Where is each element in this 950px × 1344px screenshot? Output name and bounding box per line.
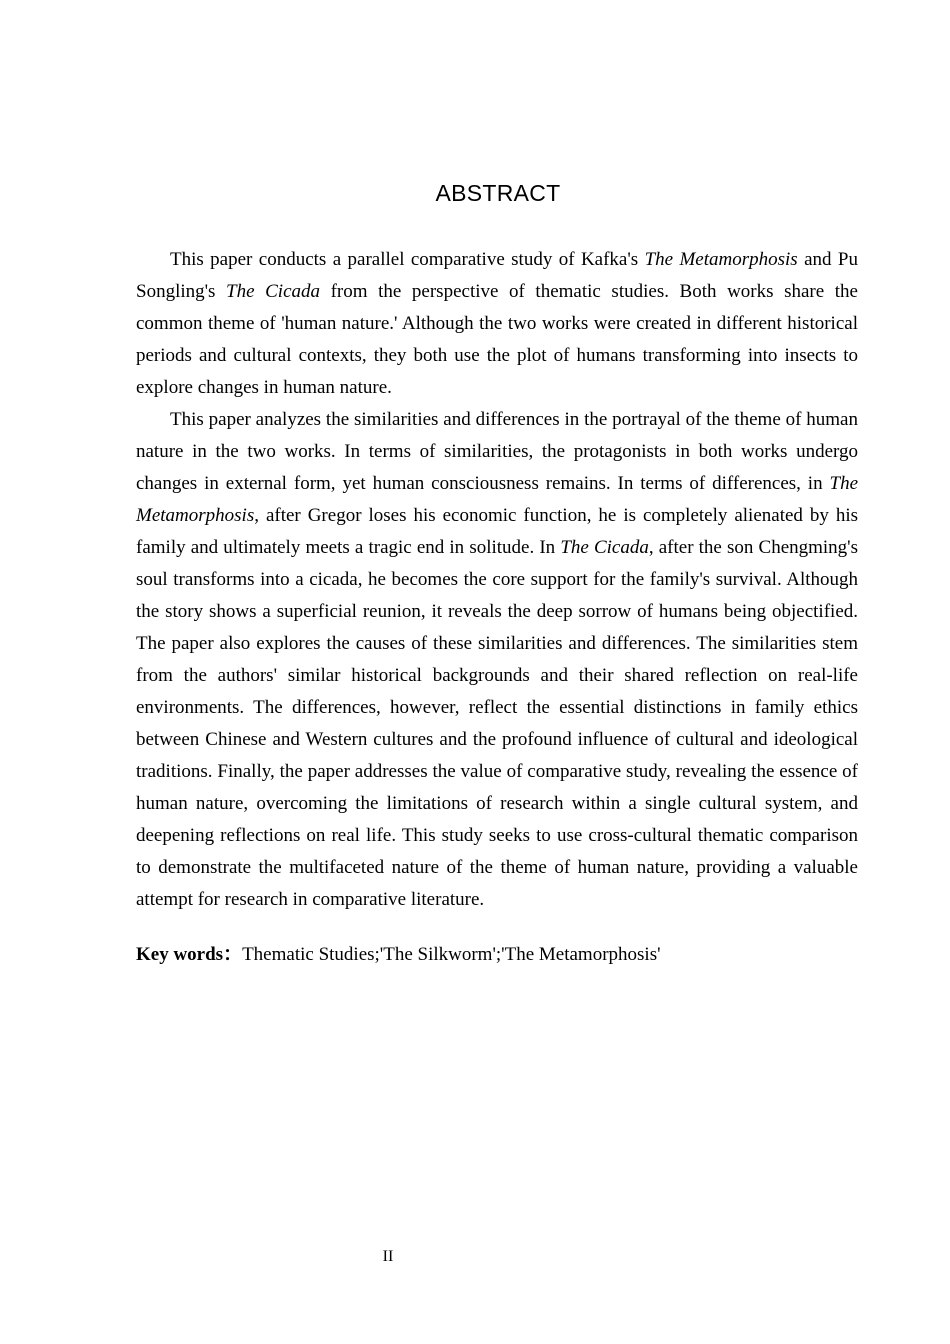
keywords-label: Key words：: [136, 944, 243, 965]
work-title: The Cicada: [560, 537, 649, 558]
paragraph-text: from the perspective of thematic studies. Both works share the common theme of 'human nature.' Although the two works were created in different historical periods and cultural contexts, they both use the plot of humans transforming into insects to explore changes in human nature.: [136, 281, 858, 398]
work-title: The Cicada: [226, 281, 321, 302]
work-title: The Metamorphosis: [644, 249, 798, 270]
paragraph-text: and Pu Songling's: [136, 249, 858, 302]
abstract-body: [136, 244, 858, 916]
keywords-text: Thematic Studies;'The Silkworm';'The Metamorphosis': [242, 944, 661, 965]
abstract-paragraph-1: [136, 244, 858, 404]
abstract-paragraph-2: [136, 404, 858, 916]
paragraph-text: , after Gregor loses his economic function, he is completely alienated by his family and ultimately meets a tragic end in solitude. In: [136, 505, 858, 558]
keywords-line: [136, 940, 858, 970]
work-title: The Metamorphosis: [136, 473, 858, 526]
paragraph-text: This paper conducts a parallel comparative study of Kafka's: [170, 249, 645, 270]
abstract-heading: ABSTRACT: [435, 180, 561, 206]
paragraph-text: , after the son Chengming's soul transforms into a cicada, he becomes the core support for the family's survival. Although the story shows a superficial reunion, it reveals the deep sorrow of humans being objectified. The paper also explores the causes of these similarities and differences. The similarities stem from the authors' similar historical backgrounds and their shared reflection on real-life environments. The differences, however, reflect the essential distinctions in family ethics between Chinese and Western cultures and the profound influence of cultural and ideological traditions. Finally, the paper addresses the value of comparative study, revealing the essence of human nature, overcoming the limitations of research within a single cultural system, and deepening reflections on real life. This study seeks to use cross-cultural thematic comparison to demonstrate the multifaceted nature of the theme of human nature, providing a valuable attempt for research in comparative literature.: [136, 537, 858, 910]
page-number: II: [382, 1248, 394, 1265]
paragraph-text: This paper analyzes the similarities and differences in the portrayal of the theme of human nature in the two works. In terms of similarities, the protagonists in both works undergo changes in external form, yet human consciousness remains. In terms of differences, in: [136, 409, 858, 494]
